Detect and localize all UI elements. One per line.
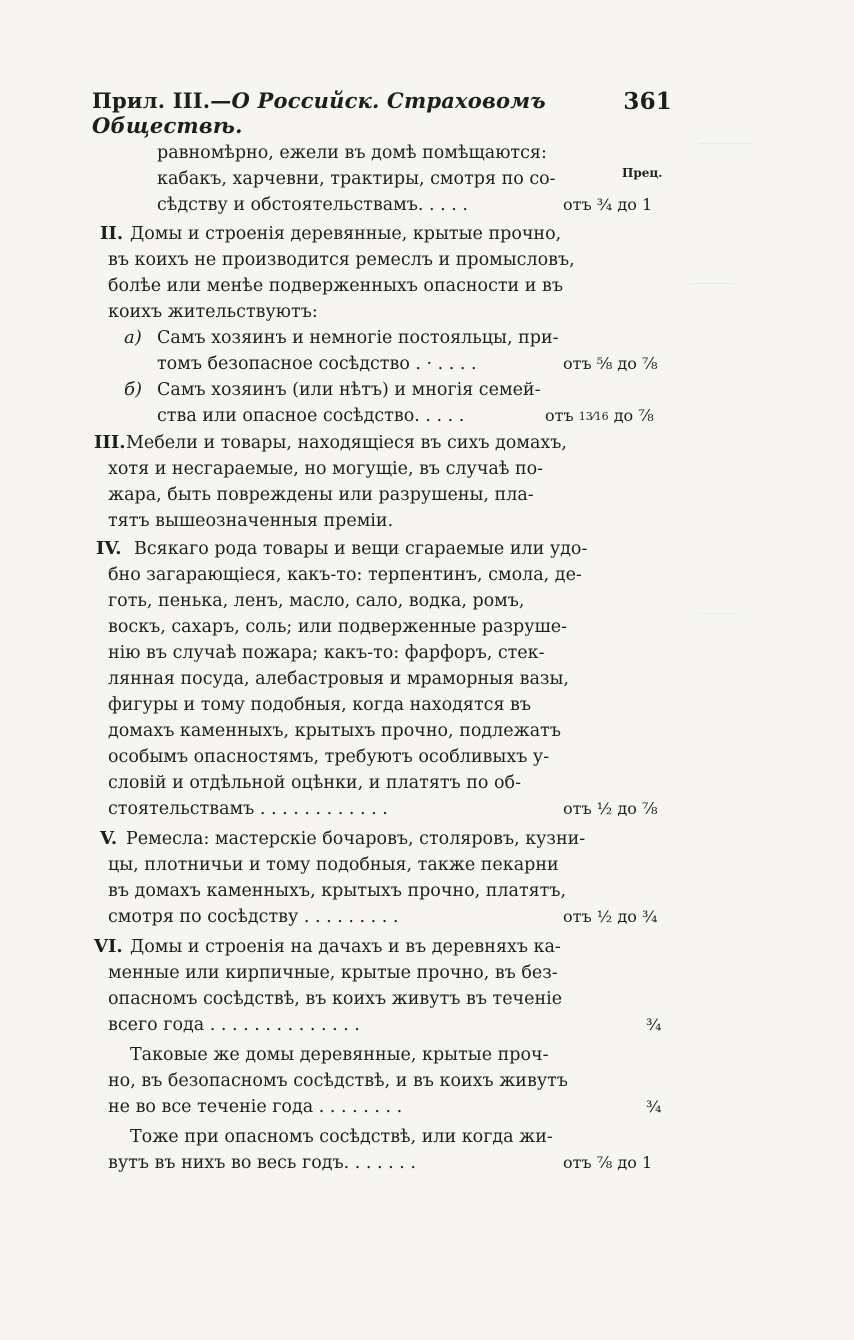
text-line: Таковые же домы деревянные, крытые проч- (130, 1045, 549, 1065)
text-line: равномѣрно, ежели въ домѣ помѣщаются: (157, 143, 547, 163)
page-number: 361 (623, 88, 672, 115)
margin-note: Прец. (622, 166, 663, 180)
section-numeral: II. (100, 223, 124, 244)
premium-rate: отъ 13⁄16 до ⅞ (545, 406, 654, 425)
text-line: Ремесла: мастерскіе бочаровъ, столяровъ, кузни- (126, 829, 586, 849)
premium-rate: отъ ⅝ до ⅞ (563, 354, 658, 373)
text-line: всего года . . . . . . . . . . . . . . (108, 1015, 360, 1035)
text-line: но, въ безопасномъ сосѣдствѣ, и въ коихъ живутъ (108, 1071, 568, 1091)
section-numeral: V. (100, 828, 118, 849)
text-line: опасномъ сосѣдствѣ, въ коихъ живутъ въ теченіе (108, 989, 563, 1009)
header-appendix-label: Прил. III.— (92, 88, 232, 113)
section-numeral: III. (94, 432, 126, 453)
text-line: томъ безопасное сосѣдство . · . . . . (157, 354, 477, 374)
text-line: стоятельствамъ . . . . . . . . . . . . (108, 799, 388, 819)
premium-rate: ¾ (646, 1097, 662, 1116)
item-letter: б) (124, 379, 143, 400)
text-line: воскъ, сахаръ, соль; или подверженные разруше- (108, 617, 568, 637)
text-line: лянная посуда, алебастровыя и мраморныя вазы, (108, 669, 569, 689)
bleed-through: ______ (700, 600, 739, 615)
section-numeral: VI. (94, 936, 123, 957)
text-line: коихъ жительствуютъ: (108, 302, 318, 322)
text-line: Самъ хозяинъ и немногіе постояльцы, при- (157, 328, 559, 348)
text-line: жара, быть повреждены или разрушены, пла- (108, 485, 534, 505)
text-line: не во все теченіе года . . . . . . . . (108, 1097, 403, 1117)
bleed-through: _______ (690, 270, 736, 285)
text-line: сѣдству и обстоятельствамъ. . . . . (157, 195, 468, 215)
page-header (92, 88, 672, 138)
text-line: Самъ хозяинъ (или нѣтъ) и многія семей- (157, 380, 541, 400)
text-line: тятъ вышеозначенныя преміи. (108, 511, 394, 531)
text-line: готь, пенька, ленъ, масло, сало, водка, ромъ, (108, 591, 525, 611)
text-line: домахъ каменныхъ, крытыхъ прочно, подлежатъ (108, 721, 561, 741)
header-title: О Российск. Страховомъ Обществѣ. (92, 88, 546, 138)
premium-rate: ¾ (646, 1015, 662, 1034)
premium-rate: отъ ½ до ¾ (563, 907, 658, 926)
premium-rate: отъ ¾ до 1 (563, 195, 653, 214)
text-line: Всякаго рода товары и вещи сгараемые или удо- (134, 539, 588, 559)
text-line: особымъ опасностямъ, требуютъ особливыхъ у- (108, 747, 550, 767)
premium-rate: отъ ½ до ⅞ (563, 799, 658, 818)
text-line: Мебели и товары, находящіеся въ сихъ домахъ, (126, 433, 567, 453)
text-line: словій и отдѣльной оцѣнки, и платятъ по об- (108, 773, 521, 793)
item-letter: а) (124, 327, 142, 348)
bleed-through: ________ (700, 130, 752, 145)
text-line: смотря по сосѣдству . . . . . . . . . (108, 907, 399, 927)
text-line: вутъ въ нихъ во весь годъ. . . . . . . (108, 1153, 416, 1173)
text-line: фигуры и тому подобныя, когда находятся въ (108, 695, 532, 715)
text-line: Домы и строенія деревянные, крытые прочно, (130, 224, 562, 244)
text-line: цы, плотничьи и тому подобныя, также пекарни (108, 855, 559, 875)
text-line: болѣе или менѣе подверженныхъ опасности и въ (108, 276, 563, 296)
text-line: Домы и строенія на дачахъ и въ деревняхъ ка- (130, 937, 561, 957)
text-line: въ коихъ не производится ремеслъ и промысловъ, (108, 250, 575, 270)
text-line: въ домахъ каменныхъ, крытыхъ прочно, платятъ, (108, 881, 567, 901)
text-line: бно загарающіеся, какъ-то: терпентинъ, смола, де- (108, 565, 582, 585)
text-line: Тоже при опасномъ сосѣдствѣ, или когда жи- (130, 1127, 553, 1147)
premium-rate: отъ ⅞ до 1 (563, 1153, 653, 1172)
text-line: менные или кирпичные, крытые прочно, въ без- (108, 963, 558, 983)
text-line: хотя и несгараемые, но могущіе, въ случаѣ по- (108, 459, 544, 479)
section-numeral: IV. (96, 538, 122, 559)
text-line: ства или опасное сосѣдство. . . . . (157, 406, 465, 426)
text-line: кабакъ, харчевни, трактиры, смотря по со- (157, 169, 556, 189)
text-line: нію въ случаѣ пожара; какъ-то: фарфоръ, стек- (108, 643, 545, 663)
